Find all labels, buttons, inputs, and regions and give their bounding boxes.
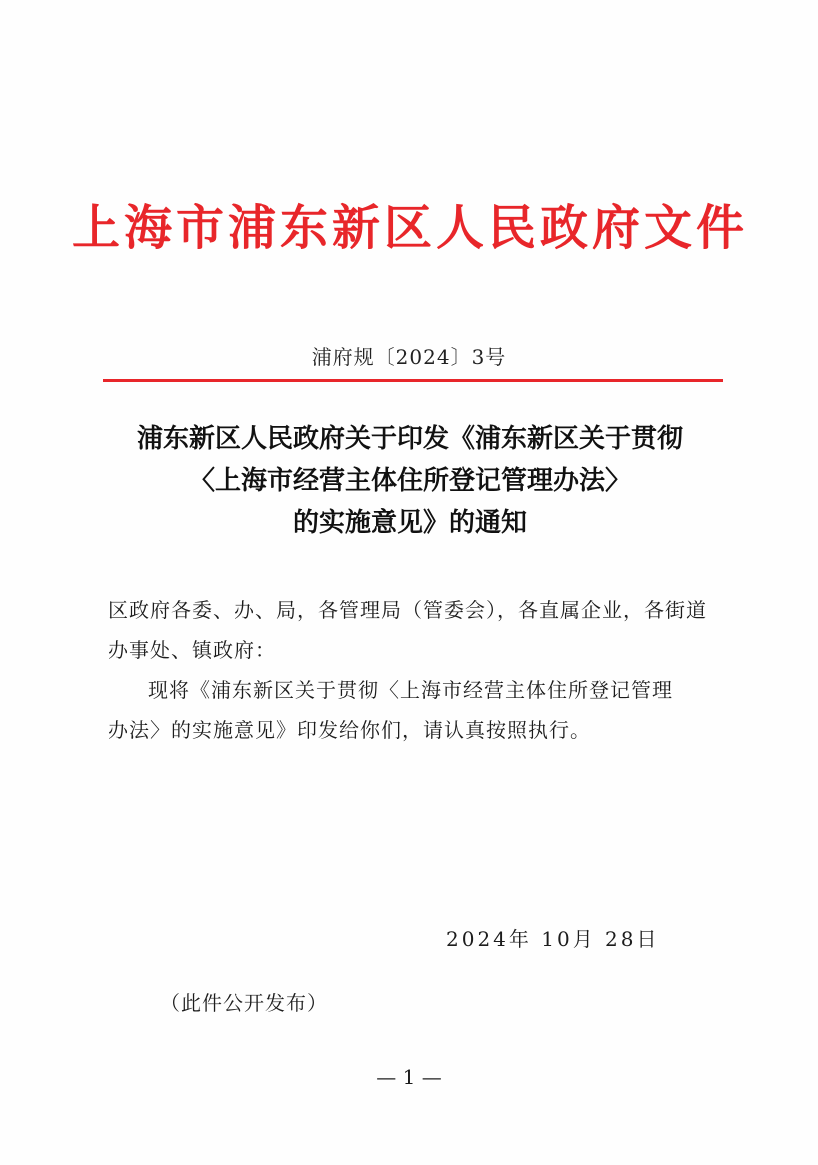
- body-line: 办法〉的实施意见》印发给你们，请认真按照执行。: [108, 718, 591, 742]
- title-line: 〈上海市经营主体住所登记管理办法〉: [188, 466, 631, 496]
- addressee-line: 区政府各委、办、局，各管理局（管委会），各直属企业，各街道: [108, 598, 707, 622]
- addressee-block: [108, 590, 728, 670]
- body-paragraph: [108, 670, 728, 750]
- document-number: 浦府规〔2024〕3号: [311, 345, 507, 369]
- page-number: — 1 —: [376, 1065, 442, 1089]
- disclosure-note: （此件公开发布）: [160, 991, 328, 1015]
- issue-date: 2024年 10月 28日: [446, 927, 660, 951]
- title-line: 浦东新区人民政府关于印发《浦东新区关于贯彻: [136, 424, 683, 454]
- body-line: 现将《浦东新区关于贯彻〈上海市经营主体住所登记管理: [148, 678, 673, 702]
- document-masthead: 上海市浦东新区人民政府文件: [71, 200, 748, 256]
- document-title: [90, 418, 730, 544]
- addressee-line: 办事处、镇政府：: [108, 638, 276, 662]
- title-line: 的实施意见》的通知: [292, 508, 527, 538]
- red-divider-line: [103, 379, 723, 382]
